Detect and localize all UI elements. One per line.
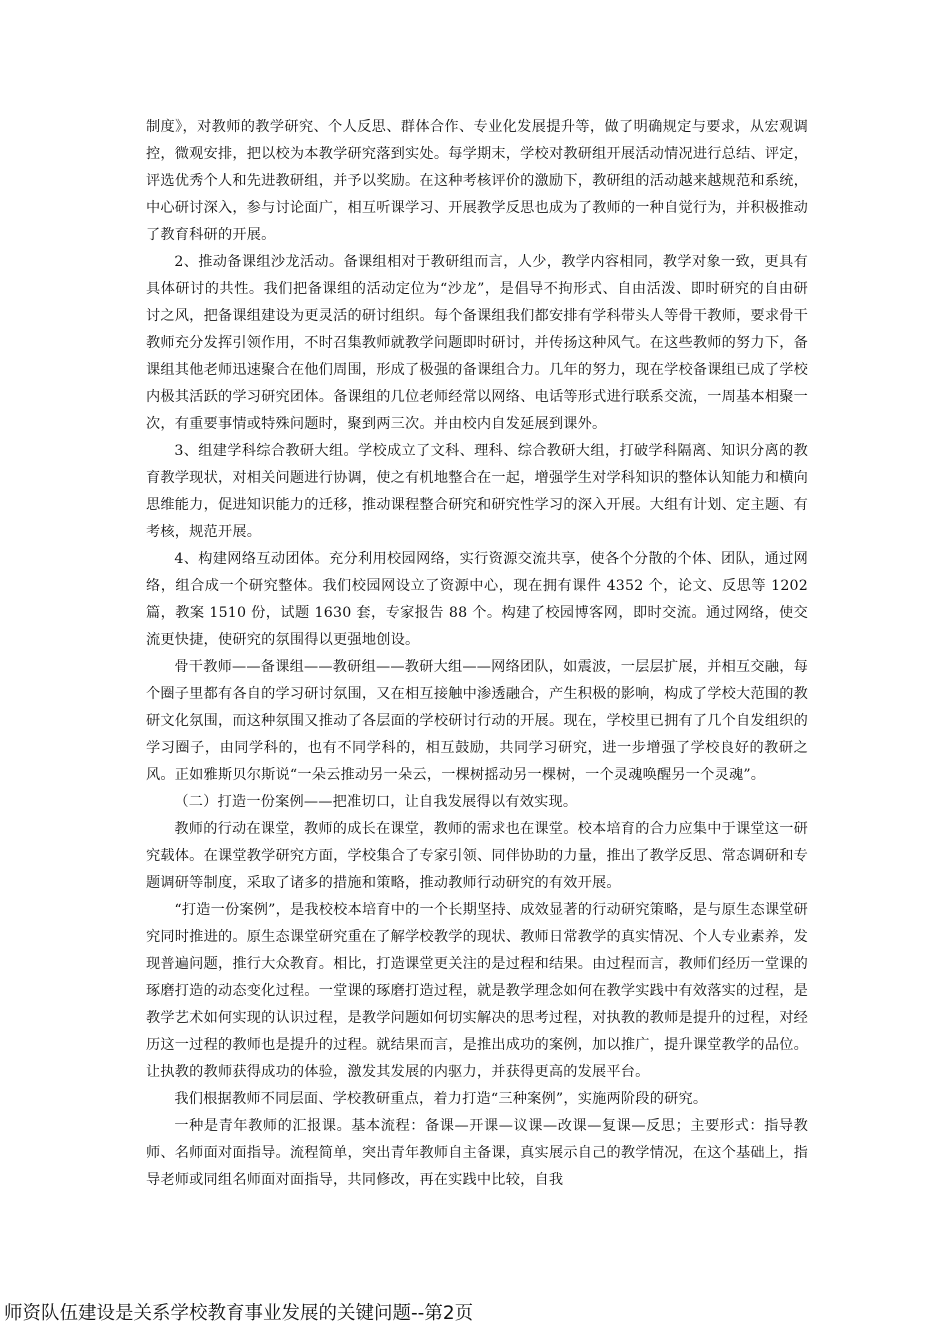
document-body bbox=[146, 114, 808, 1194]
paragraph: 4、构建网络互动团体。充分利用校园网络，实行资源交流共享，使各个分散的个体、团队，通过网络，组合成一个研究整体。我们校园网设立了资源中心，现在拥有课件 4352 个，论文、反思等 1202 篇，教案 1510 份，试题 1630 套，专家报告 88 个。构建了校园博客网，即时交流。通过网络，使交流更快捷，使研究的氛围得以更强地创设。 bbox=[146, 551, 808, 648]
paragraph: 制度》，对教师的教学研究、个人反思、群体合作、专业化发展提升等，做了明确规定与要求，从宏观调控，微观安排，把以校为本教学研究落到实处。每学期末，学校对教研组开展活动情况进行总结、评定，评选优秀个人和先进教研组，并予以奖励。在这种考核评价的激励下，教研组的活动越来越规范和系统，中心研讨深入，参与讨论面广，相互听课学习、开展教学反思也成为了教师的一种自觉行为，并积极推动了教育科研的开展。 bbox=[146, 119, 808, 243]
paragraph: 教师的行动在课堂，教师的成长在课堂，教师的需求也在课堂。校本培育的合力应集中于课堂这一研究载体。在课堂教学研究方面，学校集合了专家引领、同伴协助的力量，推出了教学反思、常态调研和专题调研等制度，采取了诸多的措施和策略，推动教师行动研究的有效开展。 bbox=[146, 821, 808, 891]
paragraph: （二）打造一份案例——把准切口，让自我发展得以有效实现。 bbox=[174, 794, 578, 810]
paragraph: 一种是青年教师的汇报课。基本流程：备课—开课—议课—改课—复课—反思；主要形式：指导教师、名师面对面指导。流程简单，突出青年教师自主备课，真实展示自己的教学情况，在这个基础上，指导老师或同组名师面对面指导，共同修改，再在实践中比较，自我 bbox=[146, 1118, 808, 1188]
paragraph: 骨干教师——备课组——教研组——教研大组——网络团队，如震波，一层层扩展，并相互交融，每个圈子里都有各自的学习研讨氛围，又在相互接触中渗透融合，产生积极的影响，构成了学校大范围的教研文化氛围，而这种氛围又推动了各层面的学校研讨行动的开展。现在，学校里已拥有了几个自发组织的学习圈子，由同学科的，也有不同学科的，相互鼓励，共同学习研究，进一步增强了学校良好的教研之风。正如雅斯贝尔斯说“一朵云推动另一朵云，一棵树摇动另一棵树，一个灵魂唤醒另一个灵魂”。 bbox=[146, 659, 808, 783]
page-footer: 师资队伍建设是关系学校教育事业发展的关键问题--第2页 bbox=[4, 1303, 474, 1324]
paragraph: “打造一份案例”，是我校校本培育中的一个长期坚持、成效显著的行动研究策略，是与原生态课堂研究同时推进的。原生态课堂研究重在了解学校教学的现状、教师日常教学的真实情况、个人专业素养，发现普遍问题，推行大众教育。相比，打造课堂更关注的是过程和结果。由过程而言，教师们经历一堂课的琢磨打造的动态变化过程。一堂课的琢磨打造过程，就是教学理念如何在教学实践中有效落实的过程，是教学艺术如何实现的认识过程，是教学问题如何切实解决的思考过程，对执教的教师是提升的过程，对经历这一过程的教师也是提升的过程。就结果而言，是推出成功的案例，加以推广，提升课堂教学的品位。让执教的教师获得成功的体验，激发其发展的内驱力，并获得更高的发展平台。 bbox=[146, 902, 808, 1080]
paragraph: 2、推动备课组沙龙活动。备课组相对于教研组而言，人少，教学内容相同，教学对象一致，更具有具体研讨的共性。我们把备课组的活动定位为“沙龙”，是倡导不拘形式、自由活泼、即时研究的自由研讨之风，把备课组建设为更灵活的研讨组织。每个备课组我们都安排有学科带头人等骨干教师，要求骨干教师充分发挥引领作用，不时召集教师就教学问题即时研讨，并传扬这种风气。在这些教师的努力下，备课组其他老师迅速聚合在他们周围，形成了极强的备课组合力。几年的努力，现在学校备课组已成了学校内极其活跃的学习研究团体。备课组的几位老师经常以网络、电话等形式进行联系交流，一周基本相聚一次，有重要事情或特殊问题时，聚到两三次。并由校内自发延展到课外。 bbox=[146, 254, 808, 432]
paragraph: 3、组建学科综合教研大组。学校成立了文科、理科、综合教研大组，打破学科隔离、知识分离的教育教学现状，对相关问题进行协调，使之有机地整合在一起，增强学生对学科知识的整体认知能力和横向思维能力，促进知识能力的迁移，推动课程整合研究和研究性学习的深入开展。大组有计划、定主题、有考核，规范开展。 bbox=[146, 443, 808, 540]
paragraph: 我们根据教师不同层面、学校教研重点，着力打造“三种案例”，实施两阶段的研究。 bbox=[174, 1091, 708, 1107]
